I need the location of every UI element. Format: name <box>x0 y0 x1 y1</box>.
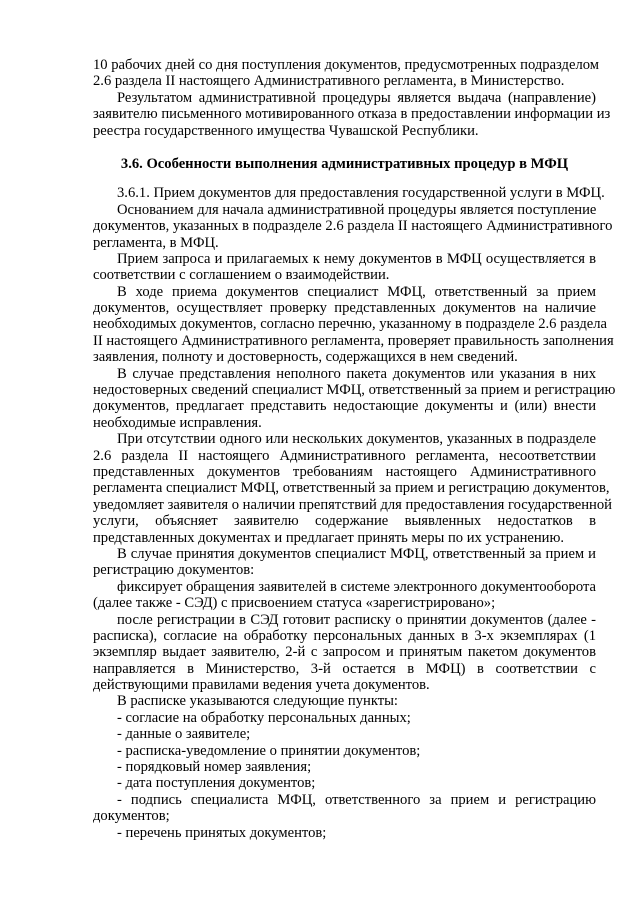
text-line: действующими правилами ведения учета документов. <box>93 677 430 694</box>
text-line: (далее также - СЭД) с присвоением статуса «зарегистрировано»; <box>93 595 496 612</box>
text-line: В расписке указываются следующие пункты: <box>117 693 398 710</box>
text-line: после регистрации в СЭД готовит расписку о принятии документов (далее - <box>117 611 596 628</box>
text-line: расписка), согласие на обработку персональных данных в 3-х экземплярах (1 <box>93 627 596 644</box>
text-line: При отсутствии одного или нескольких документов, указанных в подразделе <box>117 431 596 448</box>
text-line: 2.6 раздела II настоящего Административного регламента, в Министерство. <box>93 73 565 90</box>
text-line: II настоящего Административного регламента, проверяет правильность заполнения <box>93 332 614 349</box>
list-item: документов; <box>93 808 170 825</box>
list-item: - порядковый номер заявления; <box>117 759 312 776</box>
text-line: заявления, полноту и достоверность, содержащихся в нем сведений. <box>93 349 518 366</box>
text-line: фиксирует обращения заявителей в системе электронного документооборота <box>117 578 596 595</box>
list-item: - подпись специалиста МФЦ, ответственного за прием и регистрацию <box>117 791 596 808</box>
text-line: экземпляр выдает заявителю, 2-й с запросом и принятым пакетом документов <box>93 644 596 661</box>
text-line: услуги, объясняет заявителю содержание выявленных недостатков в <box>93 513 596 530</box>
text-line: 10 рабочих дней со дня поступления документов, предусмотренных подразделом <box>93 57 599 73</box>
text-line: В случае представления неполного пакета документов или указания в них <box>117 365 596 382</box>
text-line: реестра государственного имущества Чувашской Республики. <box>93 122 479 139</box>
list-item: - расписка-уведомление о принятии документов; <box>117 742 421 759</box>
text-line: 2.6 раздела II настоящего Административного регламента, несоответствии <box>93 447 596 464</box>
text-line: необходимых документов, согласно перечню, указанному в подразделе 2.6 раздела <box>93 316 608 333</box>
text-line: необходимые исправления. <box>93 414 262 431</box>
text-line: недостоверных сведений специалист МФЦ, ответственный за прием и регистрацию <box>93 382 616 399</box>
document-page <box>93 57 616 841</box>
text-line: направляется в Министерство, 3-й остается в МФЦ) в соответствии с <box>93 660 596 677</box>
list-item: - перечень принятых документов; <box>117 824 327 841</box>
text-line: представленных документах и предлагает принять меры по их устранению. <box>93 529 565 546</box>
text-line: Результатом административной процедуры является выдача (направление) <box>117 89 596 106</box>
text-line: представленных документов требованиям настоящего Административного <box>93 463 596 480</box>
text-line: В ходе приема документов специалист МФЦ, ответственный за прием <box>117 283 596 300</box>
text-line: документов, указанных в подразделе 2.6 раздела II настоящего Административного <box>93 218 613 235</box>
subsection-heading: 3.6.1. Прием документов для предоставления государственной услуги в МФЦ. <box>117 185 605 202</box>
text-line: регламента, в МФЦ. <box>93 234 219 251</box>
text-line: регламента специалист МФЦ, ответственный за прием и регистрацию документов, <box>93 480 610 497</box>
section-heading: 3.6. Особенности выполнения административных процедур в МФЦ <box>120 155 569 172</box>
list-item: - дата поступления документов; <box>117 775 316 792</box>
text-line: заявителю письменного мотивированного отказа в предоставлении информации из <box>93 106 611 123</box>
list-item: - данные о заявителе; <box>117 726 251 743</box>
text-line: документов, предлагает представить недостающие документы и (или) внести <box>93 398 596 415</box>
text-line: документов, осуществляет проверку представленных документов на наличие <box>93 300 596 317</box>
text-line: регистрацию документов: <box>93 562 255 579</box>
text-line: Прием запроса и прилагаемых к нему документов в МФЦ осуществляется в <box>117 250 596 267</box>
text-line: соответствии с соглашением о взаимодействии. <box>93 267 390 284</box>
text-line: В случае принятия документов специалист МФЦ, ответственный за прием и <box>117 545 596 562</box>
text-line: уведомляет заявителя о наличии препятствий для предоставления государственной <box>93 496 612 513</box>
list-item: - согласие на обработку персональных данных; <box>117 709 411 726</box>
text-line: Основанием для начала административной процедуры является поступление <box>117 201 597 218</box>
